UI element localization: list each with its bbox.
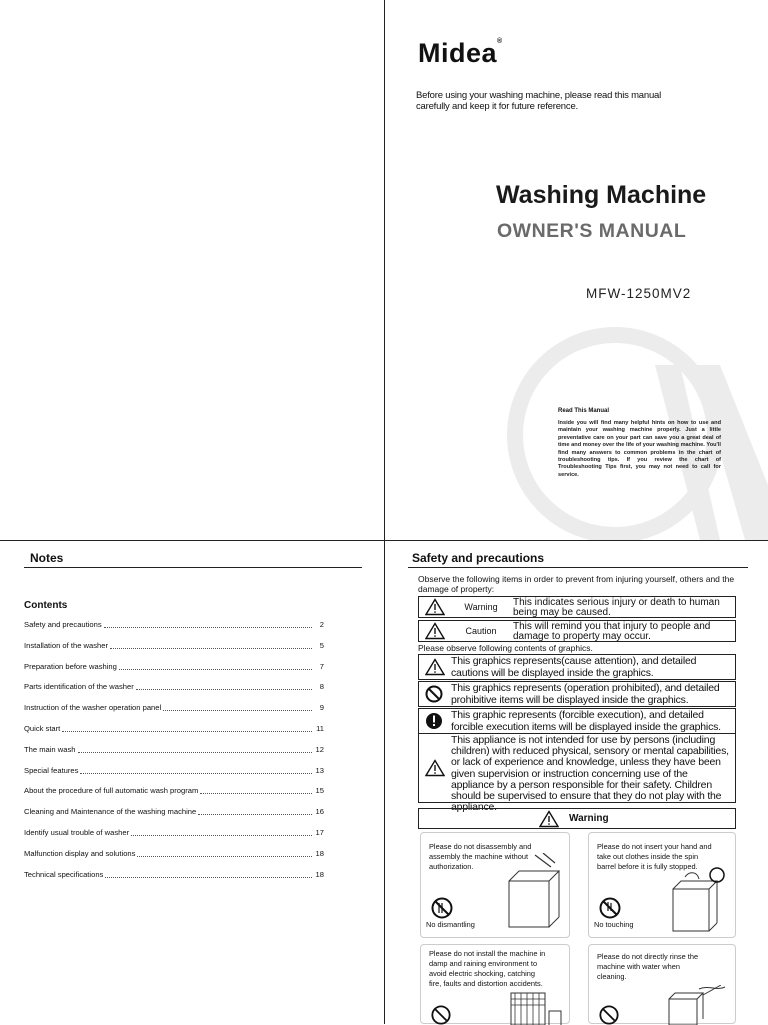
graphic-forcible-box <box>418 708 736 734</box>
no-touching-icon <box>599 897 621 919</box>
card-text: Please do not disassembly and assembly the machine without authorization. <box>429 842 532 871</box>
toc-item[interactable]: Quick start 11 <box>24 723 324 733</box>
read-manual-text: Inside you will find many helpful hints on how to use and maintain your washing machine properly. Just a little preventative care on your part can save you a great deal of time and money over the life of your washing machine. You'll find many answers to common problems in the chart of troubleshooting tips. If you review the chart of Troubleshooting Tips first, you may not need to call for service. <box>558 420 721 478</box>
card-label: No dismantling <box>426 920 475 929</box>
toc-item[interactable]: Cleaning and Maintenance of the washing machine 16 <box>24 807 324 817</box>
no-dismantling-icon <box>431 897 453 919</box>
card-text: Please do not directly rinse the machine with water when cleaning. <box>597 952 699 981</box>
washing-machine-hand-illustration-icon <box>669 867 729 933</box>
caution-label: Caution <box>465 626 497 636</box>
warning-card-touching <box>588 832 736 938</box>
warning-triangle-icon <box>425 599 445 616</box>
warning-card-damp-environment <box>420 944 570 1024</box>
caution-triangle-icon <box>425 623 445 640</box>
page-divider-horizontal <box>0 540 768 541</box>
appliance-notice-box <box>418 733 736 814</box>
no-damp-icon <box>431 1005 451 1025</box>
toc-item[interactable]: Safety and precautions 2 <box>24 620 324 629</box>
observe-graphics-text: Please observe following contents of graphics. <box>418 643 593 653</box>
cover-title: Washing Machine <box>496 181 707 209</box>
registered-mark-icon: ® <box>497 38 503 45</box>
warning-definition-box <box>418 596 736 618</box>
toc-item[interactable]: Preparation before washing 7 <box>24 661 324 671</box>
card-text: Please do not insert your hand and take out clothes inside the spin barrel before it is fully stopped. <box>597 842 712 871</box>
toc-item[interactable]: About the procedure of full automatic wash program 15 <box>24 786 324 796</box>
graphic-forcible-text: This graphic represents (forcible execution), and detailed forcible execution items will be displayed inside the graphics. <box>451 709 721 733</box>
toc-item[interactable]: Special features 13 <box>24 765 324 775</box>
table-of-contents <box>24 620 324 890</box>
warning-bar-label: Warning <box>569 813 609 824</box>
toc-item[interactable]: Malfunction display and solutions 18 <box>24 848 324 858</box>
toc-item[interactable]: Identify usual trouble of washer 17 <box>24 827 324 837</box>
warning-triangle-icon <box>539 810 559 827</box>
cover-subtitle: OWNER'S MANUAL <box>497 220 687 242</box>
appliance-notice-text: This appliance is not intended for use by persons (including children) with reduced physical, sensory or mental capabilities, or lack of experience and knowledge, unless they have been given supervision or instruction concerning use of the appliance by a person responsible for their safety. Children should be supervised to ensure that they do not play with the appliance. <box>451 734 729 814</box>
attention-triangle-icon <box>425 659 445 676</box>
notice-triangle-icon <box>425 760 445 777</box>
read-manual-heading: Read This Manual <box>558 408 610 414</box>
model-number: MFW-1250MV2 <box>586 286 692 301</box>
toc-item[interactable]: The main wash 12 <box>24 744 324 754</box>
safety-heading: Safety and precautions <box>412 551 545 565</box>
page-divider-vertical <box>384 0 385 1024</box>
prohibited-icon <box>425 685 443 703</box>
warning-card-rinse <box>588 944 736 1024</box>
toc-item[interactable]: Parts identification of the washer 8 <box>24 682 324 692</box>
brand-name: Midea <box>418 38 498 68</box>
toc-item[interactable]: Instruction of the washer operation panel 9 <box>24 703 324 713</box>
graphic-prohibited-text: This graphics represents (operation prohibited), and detailed prohibitive items will be displayed inside the graphics. <box>451 682 720 706</box>
warning-card-dismantling <box>420 832 570 938</box>
notes-rule <box>24 567 362 568</box>
notes-heading: Notes <box>30 551 64 565</box>
toc-item[interactable]: Technical specifications 18 <box>24 869 324 879</box>
no-rinse-icon <box>599 1005 619 1025</box>
cover-intro: Before using your washing machine, please read this manual carefully and keep it for future reference. <box>416 90 662 112</box>
safety-rule <box>408 567 748 568</box>
warning-text: This indicates serious injury or death to human being may be caused. <box>513 597 720 618</box>
contents-heading: Contents <box>24 600 68 611</box>
brand-logo <box>418 38 503 69</box>
caution-text: This will remind you that injury to people and damage to property may occur. <box>513 621 711 642</box>
washing-machine-illustration-icon <box>505 853 561 929</box>
card-text: Please do not install the machine in damp and raining environment to avoid electric shocking, catching fire, faults and distortion accidents. <box>429 949 546 988</box>
rinse-machine-illustration-icon <box>663 985 727 1025</box>
rain-machine-illustration-icon <box>505 991 565 1025</box>
warning-label: Warning <box>464 602 498 612</box>
caution-definition-box <box>418 620 736 642</box>
graphic-prohibited-box <box>418 681 736 707</box>
warning-bar <box>418 808 736 829</box>
graphic-attention-box <box>418 654 736 680</box>
observe-text: Observe the following items in order to prevent from injuring yourself, others and the damage of property: <box>418 574 735 594</box>
toc-item[interactable]: Installation of the washer 5 <box>24 640 324 650</box>
card-label: No touching <box>594 920 634 929</box>
forcible-execution-icon <box>425 712 443 730</box>
graphic-attention-text: This graphics represents(cause attention), and detailed cautions will be displayed inside the graphics. <box>451 655 697 679</box>
